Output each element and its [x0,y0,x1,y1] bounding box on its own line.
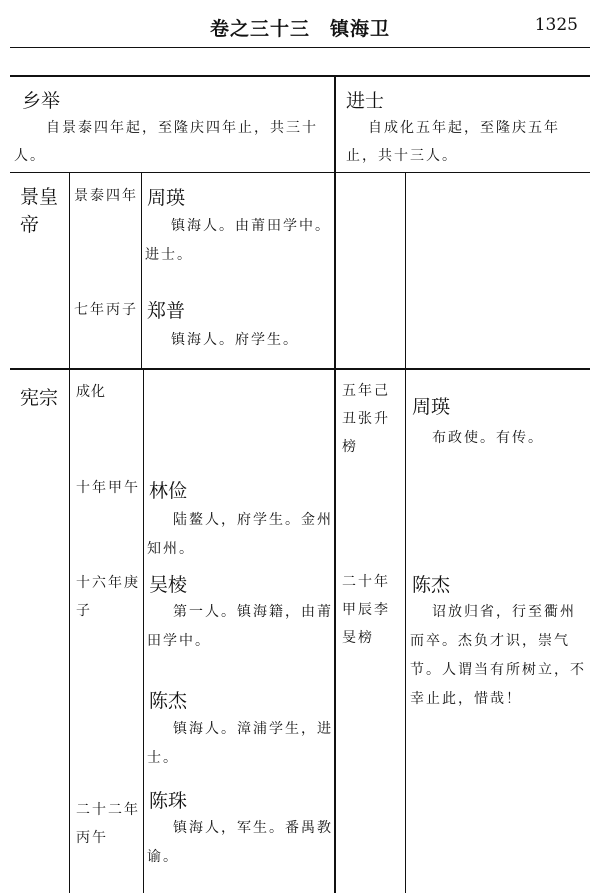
entry-name: 周瑛 [147,187,186,209]
header-row-rule [10,172,590,173]
juren-year-col-rule-2 [143,370,144,893]
entry-note: 镇海人。由莆田学中。进士。 [145,218,331,263]
entry-note: 镇海人。府学生。 [171,332,299,348]
entry-name: 郑普 [147,300,186,322]
entry-note: 第一人。镇海籍，由莆田学中。 [147,604,333,649]
emperor-label: 景皇帝 [20,186,59,236]
chapter-title: 卷之三十三 镇海卫 [209,18,390,40]
entry-year: 二十二年丙午 [76,802,140,846]
entry-year: 二十年甲辰李旻榜 [342,574,390,646]
section-rule [10,368,590,370]
juren-year-col-rule-1 [141,172,142,368]
juren-column-title: 乡举 [22,90,61,112]
entry-year: 十年甲午 [76,480,140,496]
page-number: 1325 [534,15,578,35]
era-label: 成化 [76,384,106,400]
entry-note: 诏放归省，行至衢州而卒。杰负才识，崇气节。人谓当有所树立，不幸止此，惜哉！ [410,604,586,707]
entry-name: 陈珠 [149,790,188,812]
column-divider-main [334,76,336,893]
entry-name: 吴棱 [149,574,188,596]
entry-year: 五年己丑张升榜 [342,383,390,455]
table-top-rule [10,75,590,77]
emperor-label: 宪宗 [20,387,59,409]
entry-name: 周瑛 [412,396,451,418]
header-rule [10,47,590,48]
entry-note: 镇海人。漳浦学生，进士。 [147,721,333,766]
entry-note: 镇海人，军生。番禺教谕。 [147,820,333,865]
entry-name: 陈杰 [412,574,451,596]
entry-note: 陆鳌人，府学生。金州知州。 [147,512,333,557]
entry-year: 景泰四年 [74,188,138,204]
entry-name: 林俭 [149,480,188,502]
juren-column-desc: 自景泰四年起，至隆庆四年止，共三十人。 [14,120,318,164]
entry-year: 十六年庚子 [76,575,140,619]
jinshi-year-col-rule [405,172,406,893]
page-header [0,0,600,48]
jinshi-column-desc: 自成化五年起，至隆庆五年止，共十三人。 [346,120,560,164]
emperor-col-rule [69,172,70,893]
jinshi-column-title: 进士 [346,90,385,112]
entry-name: 陈杰 [149,690,188,712]
entry-year: 七年丙子 [74,302,138,318]
entry-note: 布政使。有传。 [432,430,544,446]
